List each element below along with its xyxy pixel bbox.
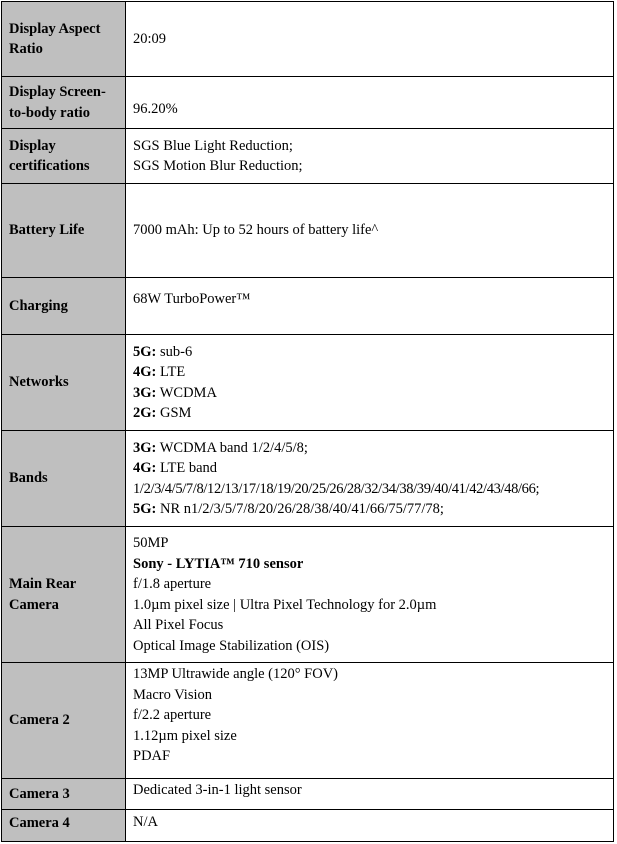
- value-text: WCDMA band 1/2/4/5/8;: [156, 439, 308, 456]
- value-lead: 3G:: [133, 439, 157, 456]
- value-line: Optical Image Stabilization (OIS): [133, 637, 330, 654]
- row-value: [126, 184, 614, 278]
- value-line: [133, 499, 606, 520]
- value-text: NR n1/2/3/5/7/8/20/26/28/38/40/41/66/75/77/78;: [156, 501, 444, 517]
- row-label: Battery Life: [2, 184, 126, 278]
- row-label: Networks: [2, 335, 126, 431]
- value-lead: 4G:: [133, 460, 157, 476]
- row-label: Charging: [2, 278, 126, 335]
- value-line: 20:09: [133, 30, 167, 47]
- row-value: [126, 527, 614, 663]
- row-value: [126, 278, 614, 335]
- value-lead: 2G:: [133, 405, 157, 421]
- row-label: Camera 4: [2, 810, 126, 842]
- row-label: Camera 2: [2, 663, 126, 779]
- row-label: Camera 3: [2, 779, 126, 810]
- value-line: Macro Vision: [133, 686, 213, 703]
- value-text: LTE band: [156, 460, 218, 476]
- table-row: [2, 184, 614, 278]
- row-value: [126, 431, 614, 527]
- value-line: [133, 362, 606, 383]
- value-line: 1.12µm pixel size: [133, 727, 237, 744]
- table-row: [2, 663, 614, 779]
- value-text: GSM: [156, 405, 192, 421]
- value-line: 1/2/3/4/5/7/8/12/13/17/18/19/20/25/26/28/32/34/38/39/40/41/42/43/48/66;: [133, 480, 540, 497]
- value-line: [133, 403, 606, 424]
- value-line: [133, 383, 606, 404]
- value-line: All Pixel Focus: [133, 617, 224, 633]
- row-value: [126, 2, 614, 77]
- row-value: [126, 335, 614, 431]
- value-line: Dedicated 3-in-1 light sensor: [133, 782, 302, 798]
- table-row: [2, 431, 614, 527]
- value-line: [133, 342, 606, 363]
- row-value: [126, 779, 614, 810]
- value-line: 50MP: [133, 535, 169, 551]
- value-lead: 5G:: [133, 343, 157, 360]
- row-label: Display certifications: [2, 129, 126, 184]
- value-line: 68W TurboPower™: [133, 291, 251, 307]
- row-label: Bands: [2, 431, 126, 527]
- value-line: PDAF: [133, 748, 171, 764]
- row-label: Display Screen-to-body ratio: [2, 77, 126, 129]
- table-row: [2, 2, 614, 77]
- value-line: f/2.2 aperture: [133, 707, 212, 723]
- table-row: [2, 527, 614, 663]
- value-lead: 3G:: [133, 384, 157, 401]
- table-row: [2, 77, 614, 129]
- value-line: 1.0µm pixel size | Ultra Pixel Technology for 2.0µm: [133, 596, 437, 613]
- value-lead: 5G:: [133, 501, 157, 517]
- value-text: WCDMA: [156, 384, 217, 401]
- row-value: [126, 663, 614, 779]
- value-lead: 4G:: [133, 364, 157, 380]
- row-label: Main Rear Camera: [2, 527, 126, 663]
- table-row: [2, 335, 614, 431]
- row-value: [126, 810, 614, 842]
- value-line: SGS Blue Light Reduction;: [133, 137, 293, 154]
- value-line: N/A: [133, 814, 158, 830]
- value-line: 13MP Ultrawide angle (120° FOV): [133, 666, 339, 682]
- table-row: [2, 129, 614, 184]
- value-line: SGS Motion Blur Reduction;: [133, 158, 303, 174]
- value-line: Sony - LYTIA™ 710 sensor: [133, 555, 304, 572]
- value-line: [133, 458, 606, 479]
- value-line: [133, 438, 606, 459]
- row-value: [126, 77, 614, 129]
- table-row: [2, 278, 614, 335]
- value-line: 7000 mAh: Up to 52 hours of battery life^: [133, 222, 379, 239]
- value-text: sub-6: [156, 343, 193, 360]
- spec-table: [1, 1, 614, 842]
- value-line: f/1.8 aperture: [133, 576, 212, 592]
- table-row: [2, 810, 614, 842]
- row-label: Display Aspect Ratio: [2, 2, 126, 77]
- table-row: [2, 779, 614, 810]
- row-value: [126, 129, 614, 184]
- value-line: 96.20%: [133, 100, 178, 117]
- value-text: LTE: [156, 364, 186, 380]
